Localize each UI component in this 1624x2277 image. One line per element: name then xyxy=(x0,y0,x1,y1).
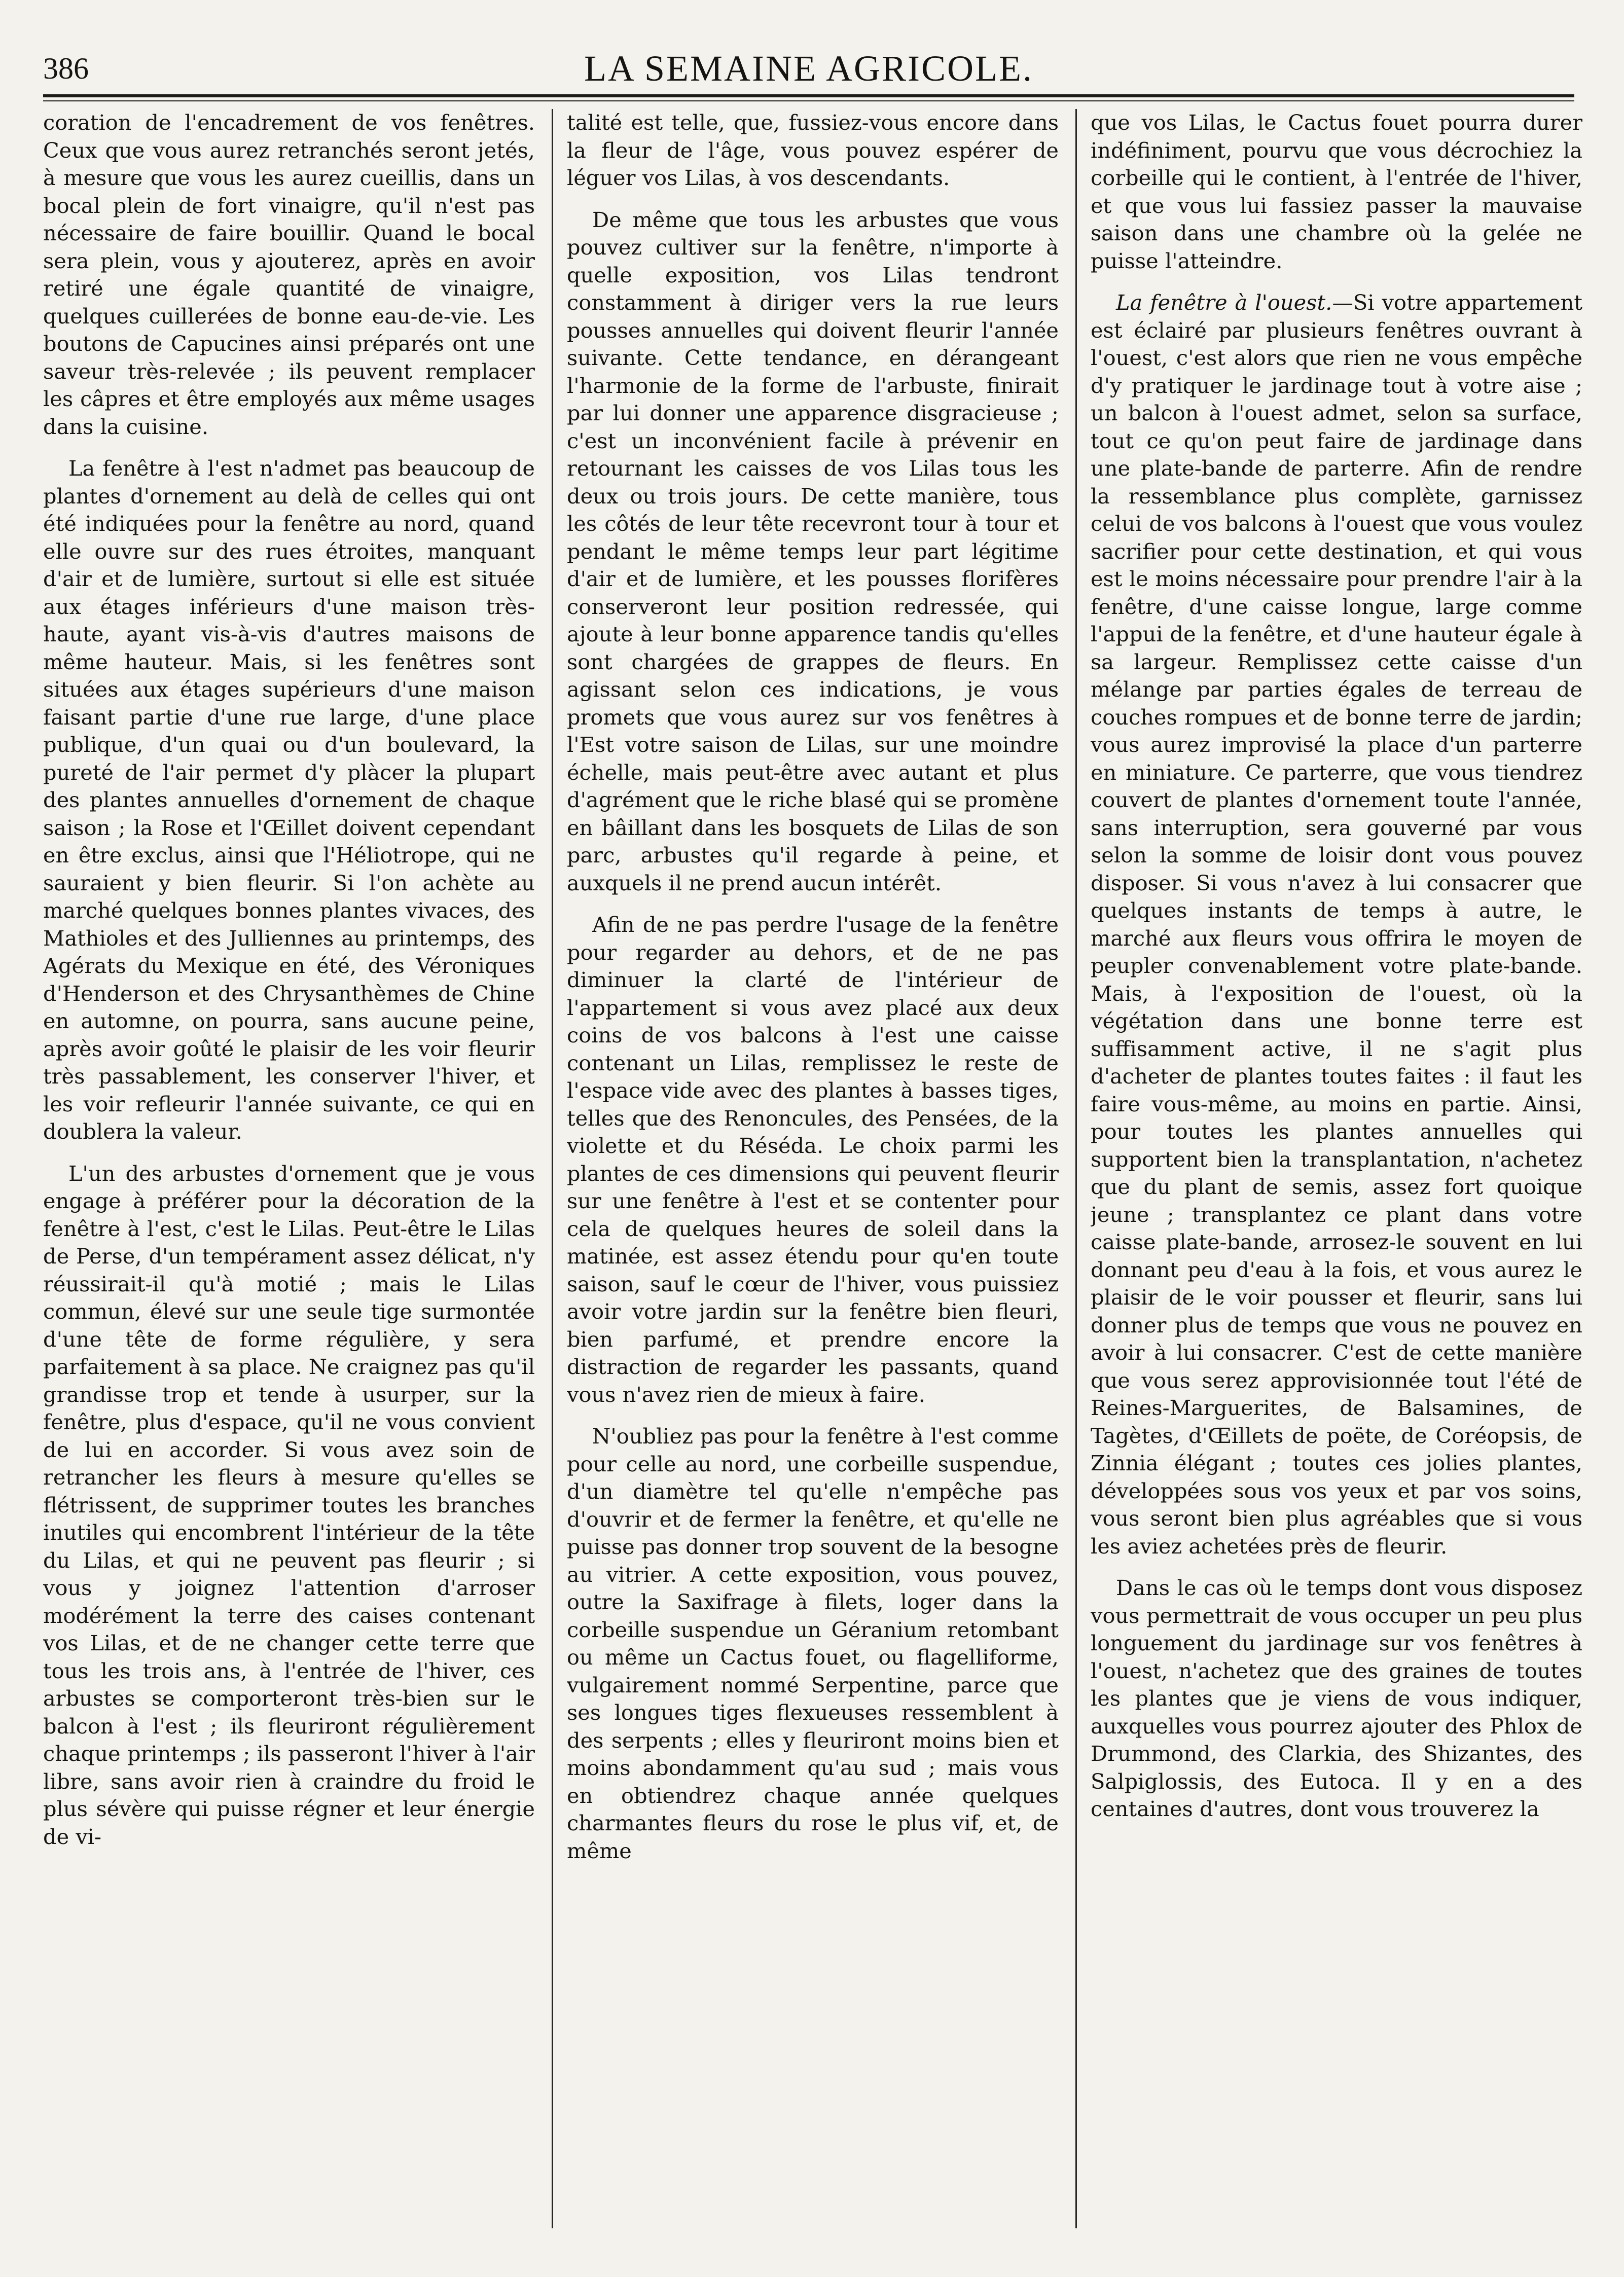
journal-title: LA SEMAINE AGRICOLE. xyxy=(584,48,1033,89)
paragraph xyxy=(567,109,1059,192)
paragraph xyxy=(567,1423,1059,1865)
header-rule-thin xyxy=(43,100,1574,101)
paragraph xyxy=(567,911,1059,1408)
paragraph-text: L'un des arbustes d'ornement que je vous engage à préférer pour la décoration de la fenêtre à l'est, c'est le Lilas. Peut-être le Lilas de Perse, d'un tempérament assez délicat, n'y réussirait-il qu'à motié ; mais le Lilas commun, élevé sur une seule tige surmontée d'une tête de forme régulière, y sera parfaitement à sa place. Ne craignez pas qu'il grandisse trop et tende à usurper, sur la fenêtre, plus d'espace, qu'il ne vous convient de lui en accorder. Si vous avez soin de retrancher les fleurs à mesure qu'elles se flétrissent, de supprimer toutes les branches inutiles qui encombrent l'intérieur de la tête du Lilas, et qui ne peuvent pas fleurir ; si vous y joignez l'attention d'arroser modérément la terre des caises contenant vos Lilas, et de ne changer cette terre que tous les trois ans, à l'entrée de l'hiver, ces arbustes se comporteront très-bien sur le balcon à l'est ; ils fleuriront régulièrement chaque printemps ; ils passeront l'hiver à l'air libre, sans avoir rien à craindre du froid le plus sévère qui puisse régner et leur énergie de vi- xyxy=(43,1161,535,1849)
section-heading: La fenêtre à l'ouest. xyxy=(1116,290,1332,315)
paragraph-text: N'oubliez pas pour la fenêtre à l'est comme pour celle au nord, une corbeille suspendue, d'un diamètre tel qu'elle n'empêche pas d'ouvrir et de fermer la fenêtre, et qu'elle ne puisse pas donner trop souvent de la besogne au vitrier. A cette exposition, vous pouvez, outre la Saxifrage à filets, loger dans la corbeille suspendue un Géranium retombant ou même un Cactus fouet, ou flagelliforme, vulgairement nommé Serpentine, parce que ses longues tiges flexueuses ressemblent à des serpents ; elles y fleuriront moins bien et moins abondamment qu'au sud ; mais vous en obtiendrez chaque année quelques charmantes fleurs du rose le plus vif, et, de même xyxy=(567,1424,1059,1863)
column-1 xyxy=(43,109,535,2228)
article-columns xyxy=(43,109,1582,2228)
paragraph-text: Afin de ne pas perdre l'usage de la fenêtre pour regarder au dehors, et de ne pas diminuer la clarté de l'intérieur de l'appartement si vous avez placé aux deux coins de vos balcons à l'est une caisse contenant un Lilas, remplissez le reste de l'espace vide avec des plantes à basses tiges, telles que des Renoncules, des Pensées, de la violette et du Réséda. Le choix parmi les plantes de ces dimensions qui peuvent fleurir sur une fenêtre à l'est et se contenter pour cela de quelques heures de soleil dans la matinée, est assez étendu pour qu'en toute saison, sauf le cœur de l'hiver, vous puissiez avoir votre jardin sur la fenêtre bien fleuri, bien parfumé, et prendre encore la distraction de regarder les passants, quand vous n'avez rien de mieux à faire. xyxy=(567,912,1059,1407)
paragraph-text: La fenêtre à l'est n'admet pas beaucoup de plantes d'ornement au delà de celles qui ont été indiquées pour la fenêtre au nord, quand elle ouvre sur des rues étroites, manquant d'air et de lumière, surtout si elle est située aux étages inférieurs d'une maison très-haute, ayant vis-à-vis d'autres maisons de même hauteur. Mais, si les fenêtres sont situées aux étages supérieurs d'une maison faisant partie d'une rue large, d'une place publique, d'un quai ou d'un boulevard, la pureté de l'air permet d'y plàcer la plupart des plantes annuelles d'ornement de chaque saison ; la Rose et l'Œillet doivent cependant en être exclus, ainsi que l'Héliotrope, qui ne sauraient y bien fleurir. Si l'on achète au marché quelques bonnes plantes vivaces, des Mathioles et des Julliennes au printemps, des Agérats du Mexique en été, des Véroniques d'Henderson et des Chrysanthèmes de Chine en automne, on pourra, sans aucune peine, après avoir goûté le plaisir de les voir fleurir très passablement, les conserver l'hiver, et les voir refleurir l'année suivante, ce qui en doublera la valeur. xyxy=(43,456,535,1144)
paragraph xyxy=(1091,289,1582,1560)
column-2 xyxy=(567,109,1059,2228)
header-rule-thick xyxy=(43,94,1574,97)
page-header xyxy=(43,48,1574,89)
column-divider-2 xyxy=(1075,109,1077,2228)
paragraph xyxy=(1091,1574,1582,1823)
paragraph-text: talité est telle, que, fussiez-vous encore dans la fleur de l'âge, vous pouvez espérer de léguer vos Lilas, à vos descendants. xyxy=(567,110,1059,190)
paragraph xyxy=(1091,109,1582,275)
paragraph-text: —Si votre appartement est éclairé par plusieurs fenêtres ouvrant à l'ouest, c'est alors que rien ne vous empêche d'y pratiquer le jardinage tout à votre aise ; un balcon à l'ouest admet, selon sa surface, tout ce qu'on peut faire de jardinage dans une plate-bande de parterre. Afin de rendre la ressemblance plus complète, garnissez celui de vos balcons à l'ouest que vous voulez sacrifier pour cette destination, et qui vous est le moins nécessaire pour prendre l'air à la fenêtre, d'une caisse longue, large comme l'appui de la fenêtre, et d'une hauteur égale à sa largeur. Remplissez cette caisse d'un mélange par parties égales de terreau de couches rompues et de bonne terre de jardin; vous aurez improvisé la place d'un parterre en miniature. Ce parterre, que vous tiendrez couvert de plantes d'ornement toute l'année, sans interruption, sera gouverné par vous selon la somme de loisir dont vous pouvez disposer. Si vous n'avez à lui consacrer que quelques instants de temps à autre, le marché aux fleurs vous offrira le moyen de peupler convenablement votre plate-bande. Mais, à l'exposition de l'ouest, où la végétation dans une bonne terre est suffisamment active, il ne s'agit plus d'acheter de plantes toutes faites : il faut les faire vous-même, au moins en partie. Ainsi, pour toutes les plantes annuelles qui supportent bien la transplantation, n'achetez que du plant de semis, assez fort quoique jeune ; transplantez ce plant dans votre caisse plate-bande, arrosez-le souvent en lui donnant peu d'eau à la fois, et vous aurez le plaisir de le voir pousser et fleurir, sans lui donner plus de temps que vous ne pouvez en avoir à lui consacrer. C'est de cette manière que vous serez approvisionnée tout l'été de Reines-Marguerites, de Balsamines, de Tagètes, d'Œillets de poëte, de Coréopsis, de Zinnia élégant ; toutes ces jolies plantes, développées sous vos yeux et par vos soins, vous seront bien plus agréables que si vous les aviez achetées près de fleurir. xyxy=(1091,290,1582,1559)
paragraph-text: que vos Lilas, le Cactus fouet pourra durer indéfiniment, pourvu que vous décrochiez la corbeille qui le contient, à l'entrée de l'hiver, et que vous lui fassiez passer la mauvaise saison dans une chambre où la gelée ne puisse l'atteindre. xyxy=(1091,110,1582,273)
paragraph xyxy=(43,1160,535,1851)
page-number: 386 xyxy=(43,52,89,85)
paragraph xyxy=(567,206,1059,897)
paragraph-text: coration de l'encadrement de vos fenêtres. Ceux que vous aurez retranchés seront jetés, à mesure que vous les aurez cueillis, dans un bocal plein de fort vinaigre, qu'il n'est pas nécessaire de faire bouillir. Quand le bocal sera plein, vous y ajouterez, après en avoir retiré une égale quantité de vinaigre, quelques cuillerées de bonne eau-de-vie. Les boutons de Capucines ainsi préparés ont une saveur très-relevée ; ils peuvent remplacer les câpres et être employés aux même usages dans la cuisine. xyxy=(43,110,535,439)
paragraph-text: De même que tous les arbustes que vous pouvez cultiver sur la fenêtre, n'importe à quelle exposition, vos Lilas tendront constamment à diriger vers la rue leurs pousses annuelles qui doivent fleurir l'année suivante. Cette tendance, en dérangeant l'harmonie de la forme de l'arbuste, finirait par lui donner une apparence disgracieuse ; c'est un inconvénient facile à prévenir en retournant les caisses de vos Lilas tous les deux ou trois jours. De cette manière, tous les côtés de leur tête recevront tour à tour et pendant le même temps leur part légitime d'air et de lumière, et les pousses florifères conserveront leur position redressée, qui ajoute à leur bonne apparence tandis qu'elles sont chargées de grappes de fleurs. En agissant selon ces indications, je vous promets que vous aurez sur vos fenêtres à l'Est votre saison de Lilas, sur une moindre échelle, mais peut-être avec autant et plus d'agrément que le riche blasé qui se promène en bâillant dans les bosquets de Lilas de son parc, arbustes qu'il regarde à peine, et auxquels il ne prend aucun intérêt. xyxy=(567,207,1059,895)
column-divider-1 xyxy=(552,109,553,2228)
paragraph xyxy=(43,455,535,1146)
paragraph xyxy=(43,109,535,441)
paragraph-text: Dans le cas où le temps dont vous disposez vous permettrait de vous occuper un peu plus longuement du jardinage sur vos fenêtres à l'ouest, n'achetez que des graines de toutes les plantes que je viens de vous indiquer, auxquelles vous pourrez ajouter des Phlox de Drummond, des Clarkia, des Shizantes, des Salpiglossis, des Eutoca. Il y en a des centaines d'autres, dont vous trouverez la xyxy=(1091,1575,1582,1821)
column-3 xyxy=(1091,109,1582,2228)
